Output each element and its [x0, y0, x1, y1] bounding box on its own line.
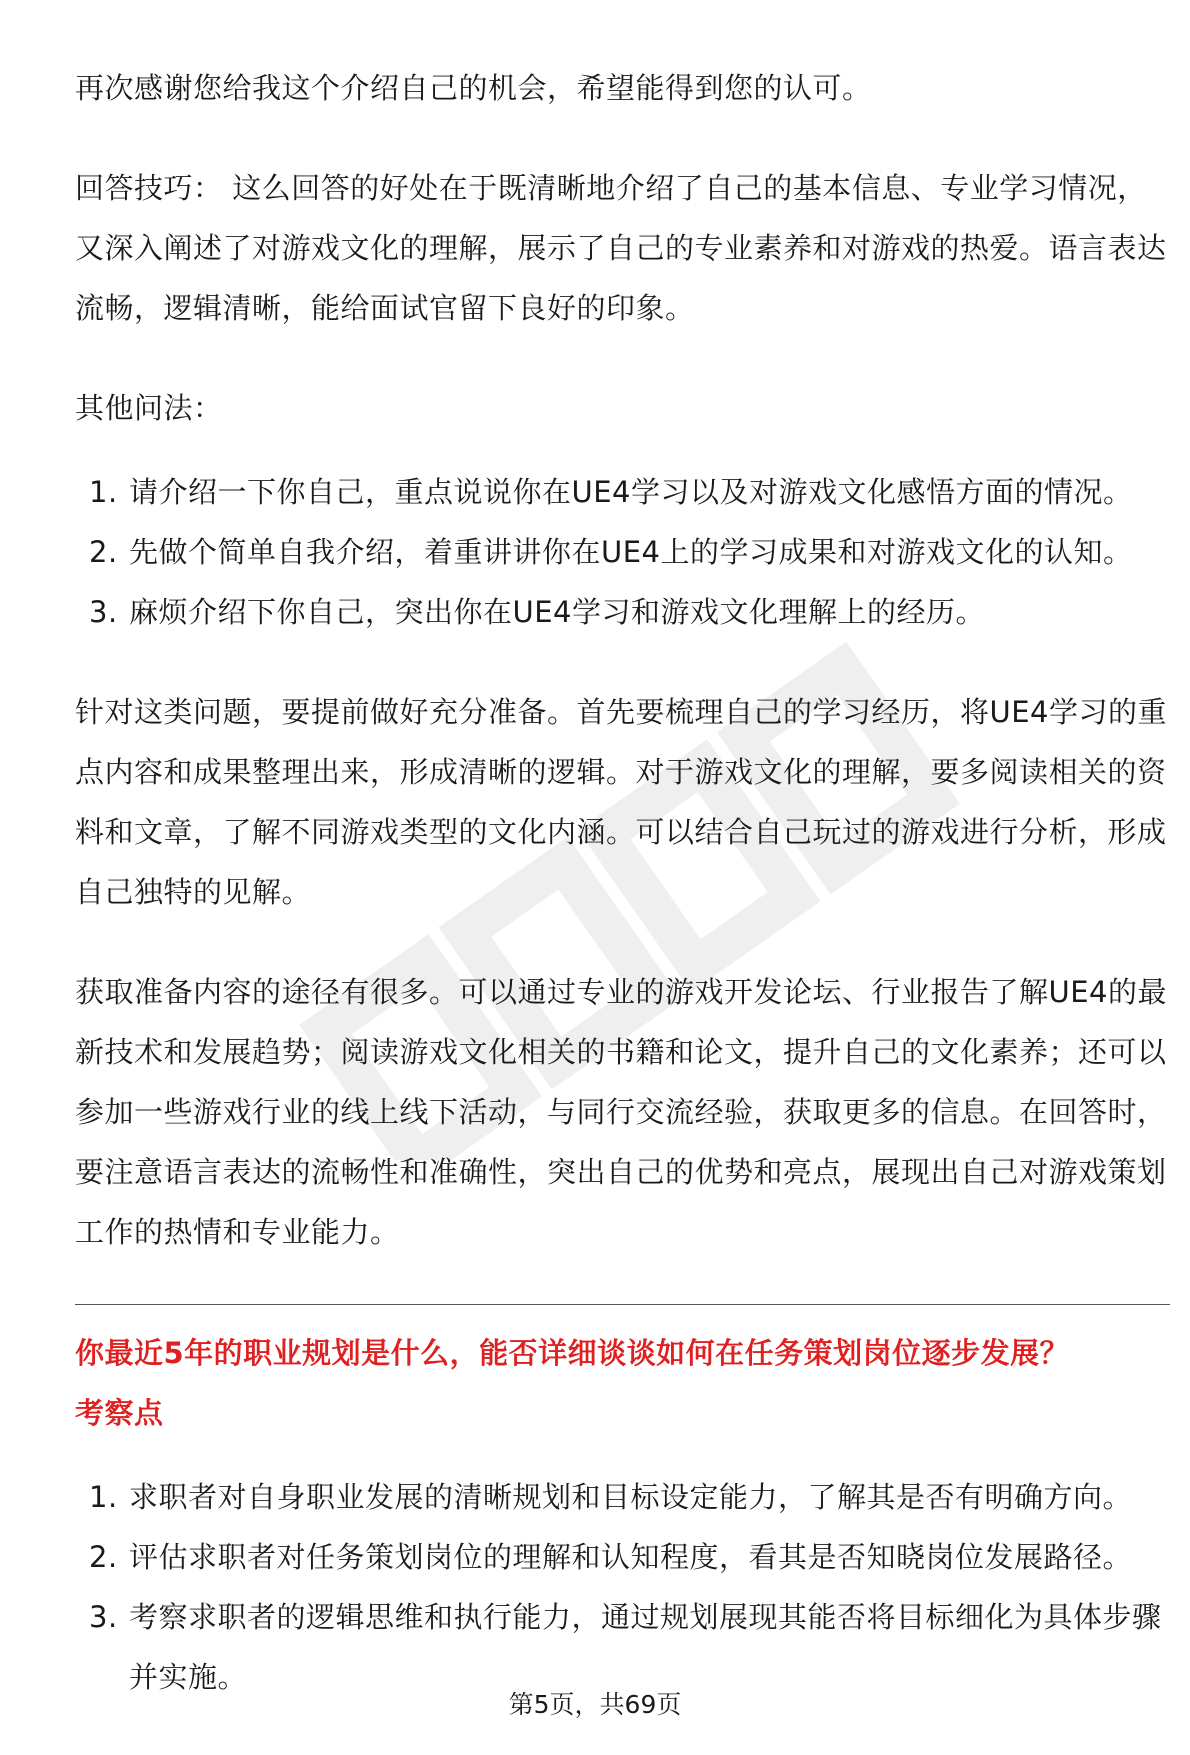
list-item-text: 评估求职者对任务策划岗位的理解和认知程度，看其是否知晓岗位发展路径。 — [129, 1540, 1133, 1574]
page-number-footer: 第5页，共69页 — [508, 1690, 682, 1719]
list-item-text: 请介绍一下你自己，重点说说你在UE4学习以及对游戏文化感悟方面的情况。 — [129, 475, 1133, 509]
list-item-text: 先做个简单自我介绍，着重讲讲你在UE4上的学习成果和对游戏文化的认知。 — [129, 535, 1133, 569]
section-divider — [75, 1304, 1170, 1305]
list-item — [75, 1527, 1170, 1587]
other-questions-heading: 其他问法： — [75, 391, 223, 425]
document-body — [75, 58, 1170, 1707]
focus-points-list — [75, 1467, 1170, 1707]
sources-paragraph: 获取准备内容的途径有很多。可以通过专业的游戏开发论坛、行业报告了解UE4的最新技术和发展趋势；阅读游戏文化相关的书籍和论文，提升自己的文化素养；还可以参加一些游戏行业的线上线下活动，与同行交流经验，获取更多的信息。在回答时，要注意语言表达的流畅性和准确性，突出自己的优势和亮点，展现出自己对游戏策划工作的热情和专业能力。 — [75, 975, 1168, 1249]
answer-tips-paragraph: 回答技巧： 这么回答的好处在于既清晰地介绍了自己的基本信息、专业学习情况，又深入阐述了对游戏文化的理解，展示了自己的专业素养和对游戏的热爱。语言表达流畅，逻辑清晰，能给面试官留下良好的印象。 — [75, 171, 1167, 325]
list-item — [75, 522, 1170, 582]
focus-heading: 考察点 — [75, 1396, 164, 1430]
list-item-number: 3. — [89, 595, 118, 629]
list-item-text: 考察求职者的逻辑思维和执行能力，通过规划展现其能否将目标细化为具体步骤并实施。 — [129, 1600, 1162, 1694]
list-item-number: 1. — [89, 475, 118, 509]
list-item-text: 求职者对自身职业发展的清晰规划和目标设定能力，了解其是否有明确方向。 — [129, 1480, 1133, 1514]
list-item-number: 1. — [89, 1480, 118, 1514]
thanks-paragraph: 再次感谢您给我这个介绍自己的机会，希望能得到您的认可。 — [75, 71, 872, 105]
list-item — [75, 1467, 1170, 1527]
list-item-number: 3. — [89, 1600, 118, 1634]
list-item-number: 2. — [89, 535, 118, 569]
list-item-text: 麻烦介绍下你自己，突出你在UE4学习和游戏文化理解上的经历。 — [129, 595, 986, 629]
question-title: 你最近5年的职业规划是什么，能否详细谈谈如何在任务策划岗位逐步发展？ — [75, 1336, 1070, 1370]
list-item — [75, 462, 1170, 522]
list-item-number: 2. — [89, 1540, 118, 1574]
preparation-paragraph: 针对这类问题，要提前做好充分准备。首先要梳理自己的学习经历，将UE4学习的重点内容和成果整理出来，形成清晰的逻辑。对于游戏文化的理解，要多阅读相关的资料和文章，了解不同游戏类型的文化内涵。可以结合自己玩过的游戏进行分析，形成自己独特的见解。 — [75, 695, 1168, 909]
list-item — [75, 582, 1170, 642]
other-questions-list — [75, 462, 1170, 642]
